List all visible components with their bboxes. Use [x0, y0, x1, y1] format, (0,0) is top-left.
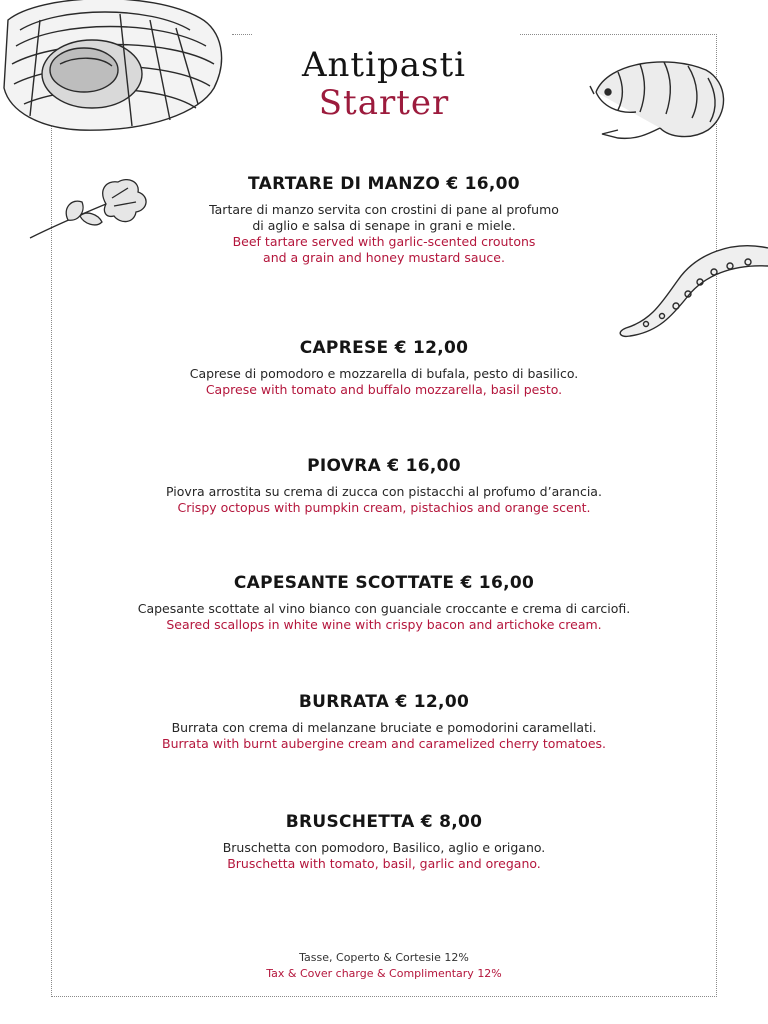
dish-description-en: Seared scallops in white wine with crispy bacon and artichoke cream. [166, 617, 602, 632]
menu-title [0, 45, 768, 123]
dish-name: CAPRESE € 12,00 [299, 338, 469, 358]
dish-description-en: and a grain and honey mustard sauce. [263, 250, 505, 265]
footer-note-en: Tax & Cover charge & Complimentary 12% [266, 967, 502, 980]
dish-description-en: Caprese with tomato and buffalo mozzarella, basil pesto. [205, 382, 563, 397]
dish-description-it: Caprese di pomodoro e mozzarella di bufala, pesto di basilico. [189, 366, 579, 381]
dish-name: TARTARE DI MANZO € 16,00 [248, 174, 520, 194]
dish-name: BURRATA € 12,00 [298, 692, 470, 712]
dish-name: PIOVRA € 16,00 [307, 456, 461, 476]
dish-description-en: Crispy octopus with pumpkin cream, pistachios and orange scent. [177, 500, 591, 515]
footer-note-it: Tasse, Coperto & Cortesie 12% [299, 951, 469, 964]
dish-name: CAPESANTE SCOTTATE € 16,00 [233, 573, 535, 593]
dish-description-it: Burrata con crema di melanzane bruciate e pomodorini caramellati. [171, 720, 597, 735]
dish-description-it: Bruschetta con pomodoro, Basilico, aglio e origano. [222, 840, 546, 855]
dish-item [40, 174, 728, 266]
dish-item [40, 812, 728, 872]
dish-description-it: Tartare di manzo servita con crostini di pane al profumo [209, 202, 559, 217]
dish-name: BRUSCHETTA € 8,00 [285, 812, 483, 832]
dish-description-en: Bruschetta with tomato, basil, garlic and oregano. [227, 856, 541, 871]
dish-item [40, 338, 728, 398]
frame-top-right-segment [520, 34, 717, 35]
dish-item [40, 573, 728, 633]
dish-description-it: di aglio e salsa di senape in grani e miele. [252, 218, 516, 233]
dish-description-it: Piovra arrostita su crema di zucca con pistacchi al profumo d’arancia. [166, 484, 602, 499]
frame-top-left-segment [232, 34, 252, 35]
dish-item [40, 692, 728, 752]
dish-item [40, 456, 728, 516]
title-starter: Starter [318, 83, 450, 123]
dish-description-it: Capesante scottate al vino bianco con guanciale croccante e crema di carciofi. [137, 601, 631, 616]
dish-description-en: Burrata with burnt aubergine cream and caramelized cherry tomatoes. [162, 736, 606, 751]
menu-footer [0, 950, 768, 982]
dish-description-en: Beef tartare served with garlic-scented croutons [232, 234, 536, 249]
title-antipasti: Antipasti [301, 45, 466, 85]
